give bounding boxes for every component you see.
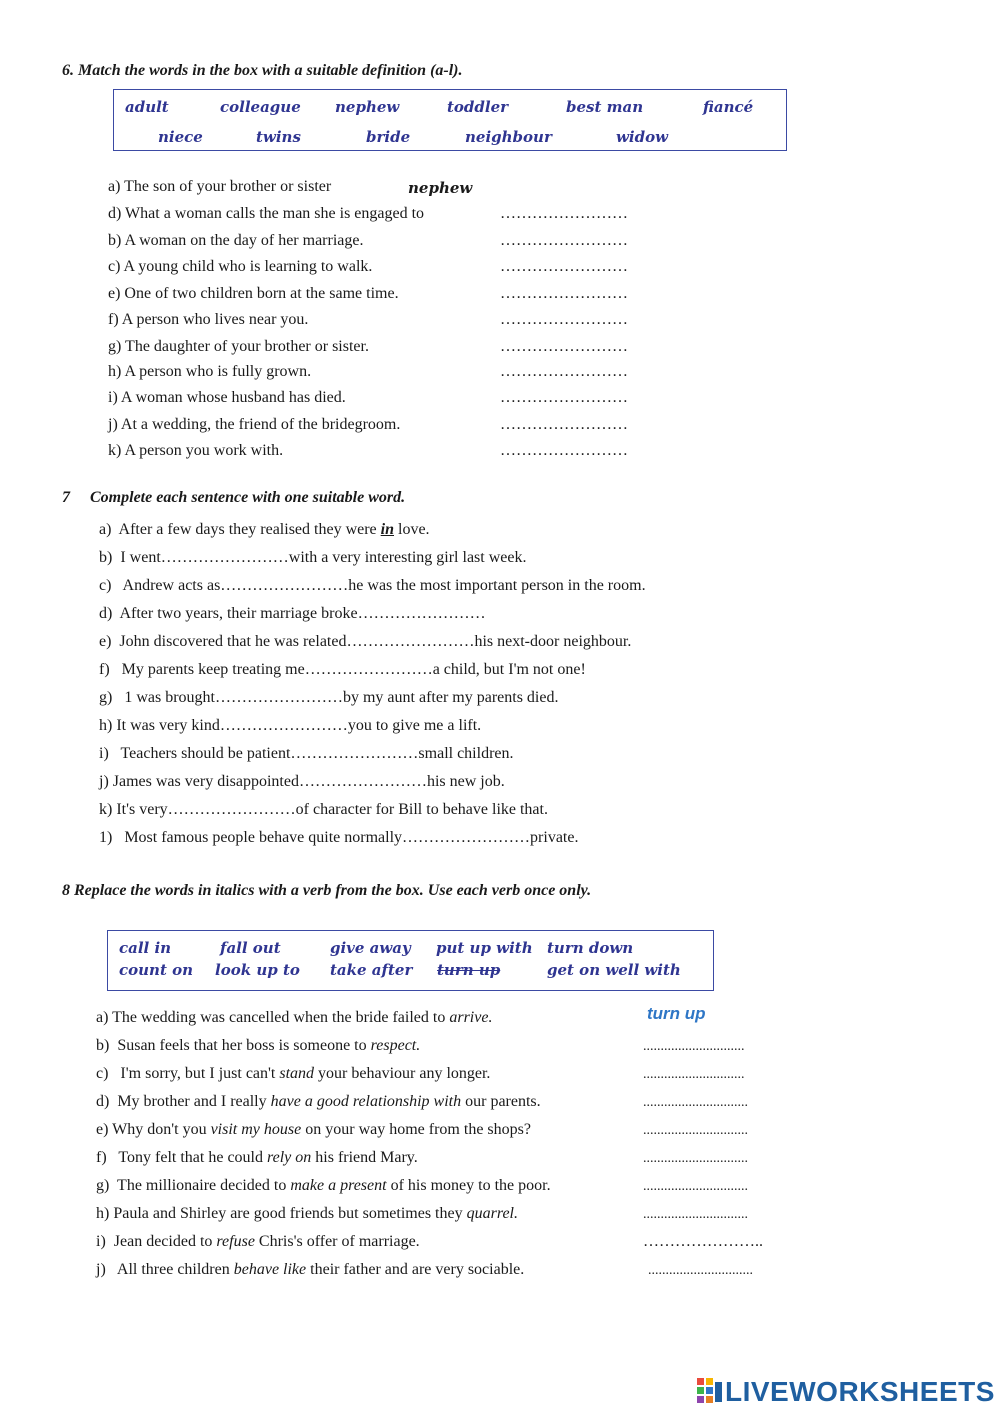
italic-phrase: behave like (233, 1261, 307, 1278)
answer-field[interactable]: .............................. (643, 1123, 748, 1138)
sentence (96, 1093, 541, 1111)
verb-box-item: count on (119, 961, 194, 979)
sentence (96, 1233, 420, 1251)
answer-field[interactable]: …………………… (500, 285, 628, 302)
sentence-text: i) Jean decided to (96, 1233, 217, 1250)
sentence-text: a) The wedding was cancelled when the bride failed to (96, 1009, 450, 1026)
verb-box-item-used: turn up (437, 961, 501, 979)
sentence[interactable]: e) John discovered that he was related……………………his next-door neighbour. (99, 633, 632, 650)
sentence (99, 521, 430, 539)
verb-box-item: give away (330, 939, 411, 957)
question-text: i) A woman whose husband has died. (108, 389, 346, 406)
question-text: b) A woman on the day of her marriage. (108, 232, 364, 249)
sentence (96, 1261, 524, 1279)
answer-field[interactable]: .............................. (643, 1179, 748, 1194)
sentence-text: our parents. (461, 1093, 541, 1110)
verb-box-item: fall out (220, 939, 281, 957)
sentence (96, 1177, 551, 1195)
verb-box-item: put up with (436, 939, 533, 957)
sentence[interactable]: b) I went……………………with a very interesting girl last week. (99, 549, 527, 566)
answer-field[interactable]: turn up (647, 1004, 706, 1023)
sentence[interactable]: i) Teachers should be patient……………………small children. (99, 745, 514, 762)
word-box-item: bride (366, 128, 411, 146)
sentence (96, 1009, 492, 1027)
sentence-text: Chris's offer of marriage. (254, 1233, 420, 1250)
word-box-item: colleague (220, 98, 301, 116)
sentence (96, 1037, 420, 1055)
answer-field[interactable]: …………………… (500, 205, 628, 222)
answer-field[interactable]: …………………… (500, 363, 628, 380)
italic-phrase: stand (279, 1065, 315, 1082)
sentence-text: of his money to the poor. (386, 1177, 551, 1194)
word-box-item: twins (256, 128, 301, 146)
answer-field[interactable]: nephew (408, 179, 473, 197)
question-text: j) At a wedding, the friend of the bridegroom. (108, 416, 401, 433)
sentence-text: their father and are very sociable. (306, 1261, 525, 1278)
sentence[interactable]: h) It was very kind……………………you to give me a lift. (99, 717, 482, 734)
italic-phrase: quarrel. (466, 1205, 518, 1222)
sentence (96, 1149, 418, 1167)
sentence-text: love. (394, 521, 430, 538)
word-box-6 (113, 89, 787, 151)
answer-field[interactable]: …………………… (500, 232, 628, 249)
exercise-6-title: 6. Match the words in the box with a suitable definition (a-l). (62, 62, 463, 79)
exercise-7-title: 7 Complete each sentence with one suitable word. (62, 489, 406, 506)
answer-field[interactable]: ............................. (643, 1067, 745, 1082)
verb-box-item: take after (330, 961, 413, 979)
sentence-text: h) Paula and Shirley are good friends but sometimes they (96, 1205, 467, 1222)
word-box-item: adult (125, 98, 169, 116)
answer-field[interactable]: …………………… (500, 338, 628, 355)
sentence-text: your behaviour any longer. (314, 1065, 491, 1082)
question-text: e) One of two children born at the same time. (108, 285, 399, 302)
word-box-item: toddler (447, 98, 509, 116)
question-text: h) A person who is fully grown. (108, 363, 312, 380)
sentence-text: e) Why don't you (96, 1121, 211, 1138)
sentence-text: c) I'm sorry, but I just can't (96, 1065, 280, 1082)
answer-field[interactable]: .............................. (643, 1095, 748, 1110)
italic-phrase: visit my house (210, 1121, 302, 1138)
answer-field[interactable]: …………………… (500, 311, 628, 328)
word-box-item: fiancé (703, 98, 754, 116)
answer-field[interactable]: .............................. (643, 1151, 748, 1166)
verb-box-item: get on well with (547, 961, 681, 979)
verb-box-item: call in (119, 939, 172, 957)
liveworksheets-logo (697, 1374, 995, 1410)
verb-box-item: look up to (215, 961, 300, 979)
question-text: f) A person who lives near you. (108, 311, 309, 328)
italic-phrase: have a good relationship with (270, 1093, 462, 1110)
answer-field[interactable]: .............................. (643, 1207, 748, 1222)
word-box-item: best man (566, 98, 644, 116)
question-text: a) The son of your brother or sister (108, 178, 332, 195)
sentence-text: on your way home from the shops? (301, 1121, 531, 1138)
sentence[interactable]: k) It's very……………………of character for Bill to behave like that. (99, 801, 548, 818)
question-text: c) A young child who is learning to walk. (108, 258, 373, 275)
logo-grid-icon (697, 1378, 723, 1406)
sentence-text: b) Susan feels that her boss is someone to (96, 1037, 371, 1054)
italic-phrase: respect. (370, 1037, 421, 1054)
word-box-item: neighbour (465, 128, 552, 146)
question-text: k) A person you work with. (108, 442, 284, 459)
answer-field[interactable]: …………………… (500, 416, 628, 433)
sentence[interactable]: j) James was very disappointed……………………his new job. (99, 773, 505, 790)
exercise-8-title: 8 Replace the words in italics with a verb from the box. Use each verb once only. (62, 882, 592, 899)
word-box-item: widow (616, 128, 669, 146)
italic-phrase: refuse (216, 1233, 255, 1250)
sentence (96, 1065, 490, 1083)
word-box-item: nephew (335, 98, 400, 116)
sentence[interactable]: 1) Most famous people behave quite normally……………………private. (99, 829, 579, 846)
answer-field[interactable]: …………………… (500, 258, 628, 275)
sentence[interactable]: f) My parents keep treating me……………………a child, but I'm not one! (99, 661, 586, 678)
sentence-text: a) After a few days they realised they were (99, 521, 381, 538)
sentence (96, 1205, 518, 1223)
word-box-item: niece (158, 128, 203, 146)
question-text: d) What a woman calls the man she is engaged to (108, 205, 425, 222)
answer-field[interactable]: ………………….. (643, 1233, 763, 1250)
sentence[interactable]: c) Andrew acts as……………………he was the most important person in the room. (99, 577, 646, 594)
answer-field[interactable]: ............................. (643, 1039, 745, 1054)
answer-field[interactable]: …………………… (500, 389, 628, 406)
sentence[interactable]: g) 1 was brought……………………by my aunt after my parents died. (99, 689, 559, 706)
answer-field[interactable]: .............................. (648, 1263, 753, 1278)
italic-phrase: make a present (290, 1177, 387, 1194)
answer-field[interactable]: in (380, 521, 394, 538)
sentence-text: d) My brother and I really (96, 1093, 271, 1110)
sentence-text: his friend Mary. (311, 1149, 418, 1166)
italic-phrase: rely on (266, 1149, 312, 1166)
verb-box-8 (107, 930, 714, 991)
italic-phrase: arrive. (449, 1009, 493, 1026)
sentence (96, 1121, 531, 1139)
question-text: g) The daughter of your brother or sister. (108, 338, 369, 355)
sentence-text: f) Tony felt that he could (96, 1149, 267, 1166)
logo-text: LIVEWORKSHEETS (725, 1376, 995, 1407)
sentence-text: j) All three children (96, 1261, 234, 1278)
verb-box-item: turn down (547, 939, 634, 957)
answer-field[interactable]: …………………… (500, 442, 628, 459)
sentence[interactable]: d) After two years, their marriage broke…………………… (99, 605, 486, 622)
sentence-text: g) The millionaire decided to (96, 1177, 291, 1194)
